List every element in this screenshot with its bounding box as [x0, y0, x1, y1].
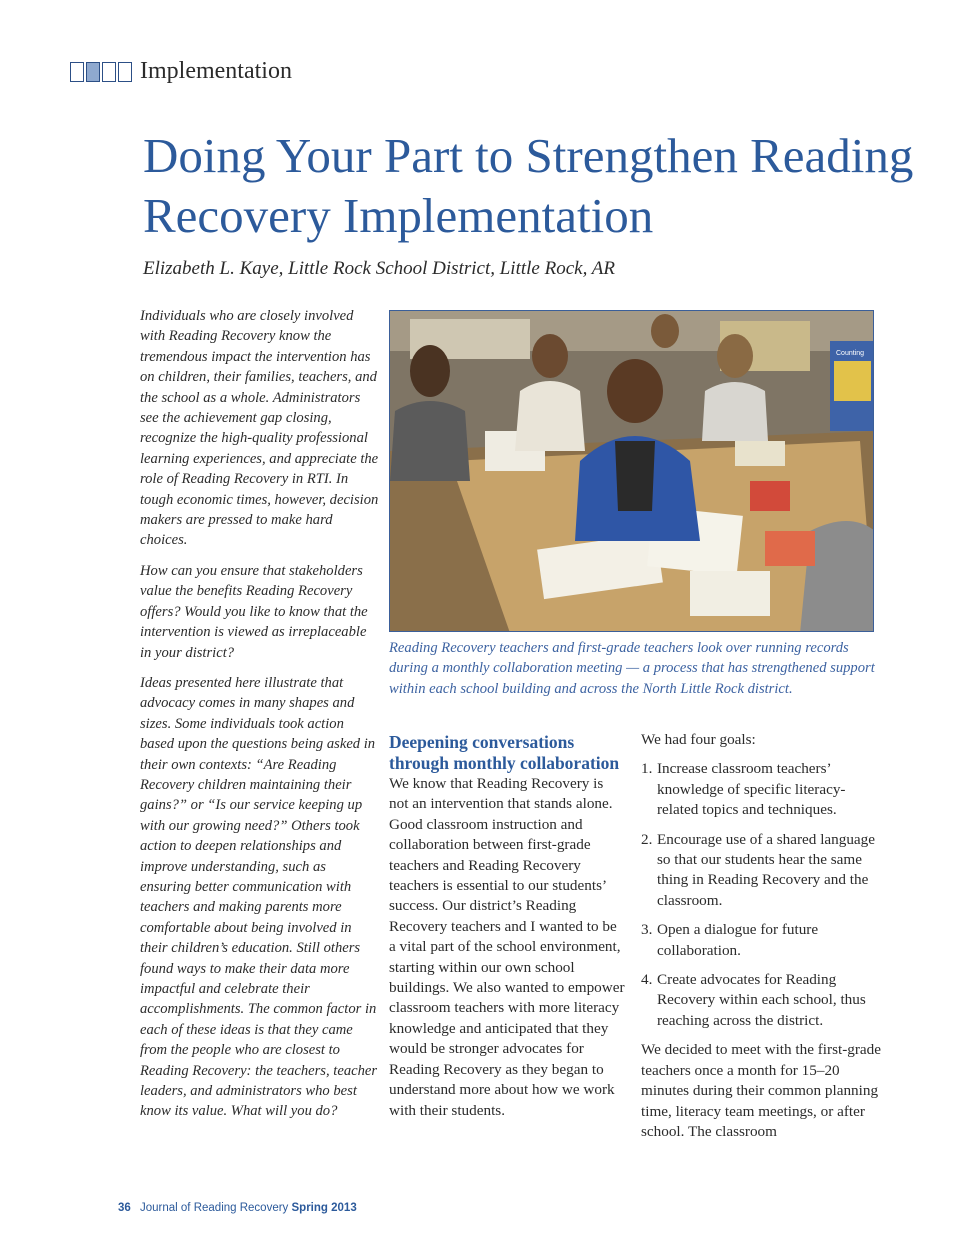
goal-text: Open a dialogue for future collaboration. [657, 921, 819, 959]
list-item [641, 830, 881, 912]
list-item [641, 759, 881, 820]
box-icon [118, 62, 132, 82]
intro-column [140, 306, 380, 1132]
goal-number: 1. [641, 760, 653, 778]
goal-number: 2. [641, 830, 653, 848]
goals-list [641, 759, 881, 1031]
page-footer [118, 1202, 357, 1214]
photo-caption: Reading Recovery teachers and first-grade teachers look over running records during a monthly collaboration meeting — a process that has strengthened support within each school building and across the North Little Rock district. [389, 640, 875, 697]
article-title: Doing Your Part to Strengthen Reading Recovery Implementation [143, 128, 914, 243]
goals-intro: We had four goals: [641, 731, 756, 748]
goal-text: Encourage use of a shared language so that our students hear the same thing in Reading Recovery and the classroom. [657, 830, 876, 909]
goal-text: Create advocates for Reading Recovery within each school, thus reaching across the district. [657, 971, 866, 1029]
box-icon [70, 62, 84, 82]
poster-label: Counting [836, 350, 865, 357]
goal-number: 4. [641, 971, 653, 989]
section-column [389, 732, 625, 1121]
section-body: We know that Reading Recovery is not an intervention that stands alone. Good classroom instruction and collaboration between first-grade teachers and Reading Recovery teachers is essential to our students’ success. Our district’s Reading Recovery teachers and I wanted to be a vital part of the school environment, starting within our own school buildings. We also wanted to empower classroom teachers with more literacy knowledge and anticipated that they would be stronger advocates for Reading Recovery as they began to understand more about how we work with their students. [389, 775, 625, 1119]
intro-paragraph: Individuals who are closely involved with Reading Recovery know the tremendous impact the intervention has on children, their families, teachers, and the school as a whole. Administrators see the achievement gap closing, recognize the high-quality professional learning experiences, and appreciate the role of Reading Recovery in RTI. In tough economic times, however, decision makers are pressed to make hard choices. [140, 308, 379, 549]
intro-paragraph: Ideas presented here illustrate that advocacy comes in many shapes and sizes. Some individuals took action based upon the questions being asked in their own contexts: “Are Reading Recovery children maintaining their gains?” or “Is our service keeping up with our growing need?” Others took action to deepen relationships and improve understanding, such as ensuring better communication with teachers and making parents more comfortable about being involved in their children’s education. Still others found ways to make their data more impactful and celebrate their accomplishments. The common factor in each of these ideas is that they came from the people who are closest to Reading Recovery: the teachers, teacher leaders, and administrators who best know its value. What will you do? [140, 674, 378, 1120]
box-icon [102, 62, 116, 82]
box-icon [86, 62, 100, 82]
list-item [641, 970, 881, 1031]
list-item [641, 920, 881, 961]
section-label: Implementation [140, 58, 292, 84]
goals-column [641, 730, 881, 1151]
goal-text: Increase classroom teachers’ knowledge of specific literacy-related topics and techniques. [657, 760, 846, 819]
section-boxes-icon [70, 62, 132, 82]
issue-date: Spring 2013 [291, 1202, 357, 1214]
goal-number: 3. [641, 921, 653, 939]
section-heading: Deepening conversations through monthly collaboration [389, 732, 620, 773]
closing-paragraph: We decided to meet with the first-grade teachers once a month for 15–20 minutes during their common planning time, literacy team meetings, or after school. The classroom [641, 1041, 881, 1140]
section-header [70, 58, 292, 85]
byline: Elizabeth L. Kaye, Little Rock School District, Little Rock, AR [143, 258, 615, 279]
journal-name: Journal of Reading Recovery [140, 1202, 289, 1214]
intro-paragraph: How can you ensure that stakeholders value the benefits Reading Recovery offers? Would you like to know that the intervention is viewed as irreplaceable in your district? [140, 562, 368, 661]
classroom-photo [390, 311, 874, 632]
page-number: 36 [118, 1202, 131, 1214]
article-photo [389, 310, 874, 632]
